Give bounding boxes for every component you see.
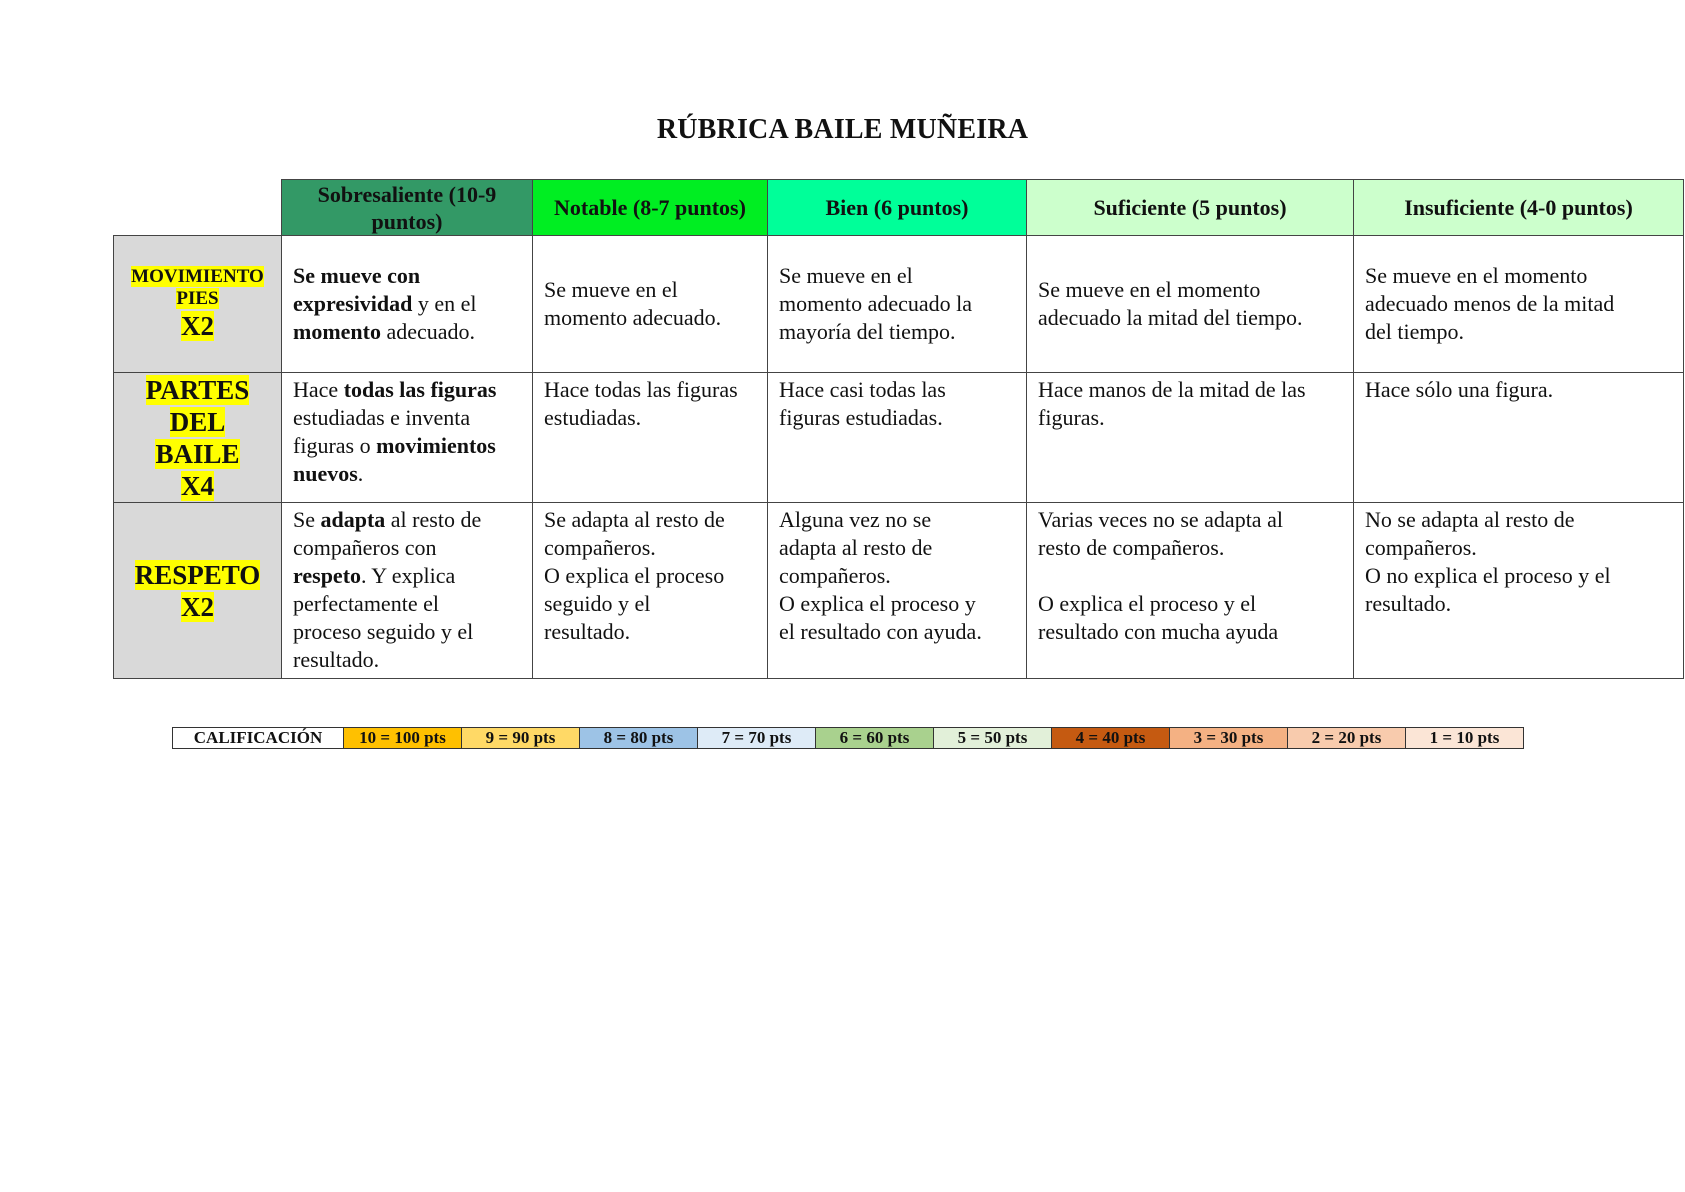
level-header: Suficiente (5 puntos) — [1027, 180, 1354, 236]
grade-cell: 10 = 100 pts — [344, 728, 462, 749]
rubric-cell: Se mueve en el momento adecuado menos de la mitad del tiempo. — [1354, 236, 1684, 373]
rubric-cell: No se adapta al resto de compañeros. O no explica el proceso y el resultado. — [1354, 503, 1684, 679]
level-header: Notable (8-7 puntos) — [533, 180, 768, 236]
grade-cell: 5 = 50 pts — [934, 728, 1052, 749]
rubric-cell: Se mueve en el momento adecuado la mitad del tiempo. — [1027, 236, 1354, 373]
rubric-cell: Se adapta al resto de compañeros con respeto. Y explica perfectamente el proceso seguido y el resultado. — [282, 503, 533, 679]
grade-cell: 1 = 10 pts — [1406, 728, 1524, 749]
rubric-cell: Hace casi todas las figuras estudiadas. — [768, 373, 1027, 503]
rubric-cell: Hace sólo una figura. — [1354, 373, 1684, 503]
grade-cell: 6 = 60 pts — [816, 728, 934, 749]
criterion-label: MOVIMIENTO PIES X2 — [114, 236, 282, 373]
header-blank-cell — [114, 180, 282, 236]
page-title: RÚBRICA BAILE MUÑEIRA — [656, 114, 1029, 145]
level-header: Sobresaliente (10-9 puntos) — [282, 180, 533, 236]
rubric-cell: Se mueve en el momento adecuado. — [533, 236, 768, 373]
criterion-row-movimiento — [114, 236, 1684, 373]
criterion-row-partes — [114, 373, 1684, 503]
rubric-cell: Hace todas las figuras estudiadas. — [533, 373, 768, 503]
grade-cell: 7 = 70 pts — [698, 728, 816, 749]
grade-cell: 3 = 30 pts — [1170, 728, 1288, 749]
rubric-cell: Se mueve con expresividad y en el momento adecuado. — [282, 236, 533, 373]
rubric-cell: Hace manos de la mitad de las figuras. — [1027, 373, 1354, 503]
rubric-cell: Se adapta al resto de compañeros. O explica el proceso seguido y el resultado. — [533, 503, 768, 679]
grade-cell: 4 = 40 pts — [1052, 728, 1170, 749]
level-header: Insuficiente (4-0 puntos) — [1354, 180, 1684, 236]
rubric-cell: Alguna vez no se adapta al resto de compañeros. O explica el proceso y el resultado con ayuda. — [768, 503, 1027, 679]
rubric-cell: Se mueve en el momento adecuado la mayoría del tiempo. — [768, 236, 1027, 373]
criterion-row-respeto — [114, 503, 1684, 679]
grade-cell: 8 = 80 pts — [580, 728, 698, 749]
level-header: Bien (6 puntos) — [768, 180, 1027, 236]
criterion-label: PARTES DEL BAILE X4 — [114, 373, 282, 503]
header-row — [114, 180, 1684, 236]
rubric-cell: Hace todas las figuras estudiadas e inventa figuras o movimientos nuevos. — [282, 373, 533, 503]
grade-cell: 9 = 90 pts — [462, 728, 580, 749]
criterion-label: RESPETO X2 — [114, 503, 282, 679]
grading-label: CALIFICACIÓN — [173, 728, 344, 749]
rubric-table — [113, 179, 1684, 679]
grade-cell: 2 = 20 pts — [1288, 728, 1406, 749]
rubric-cell: Varias veces no se adapta al resto de compañeros. O explica el proceso y el resultado con mucha ayuda — [1027, 503, 1354, 679]
grading-scale — [172, 727, 1524, 749]
